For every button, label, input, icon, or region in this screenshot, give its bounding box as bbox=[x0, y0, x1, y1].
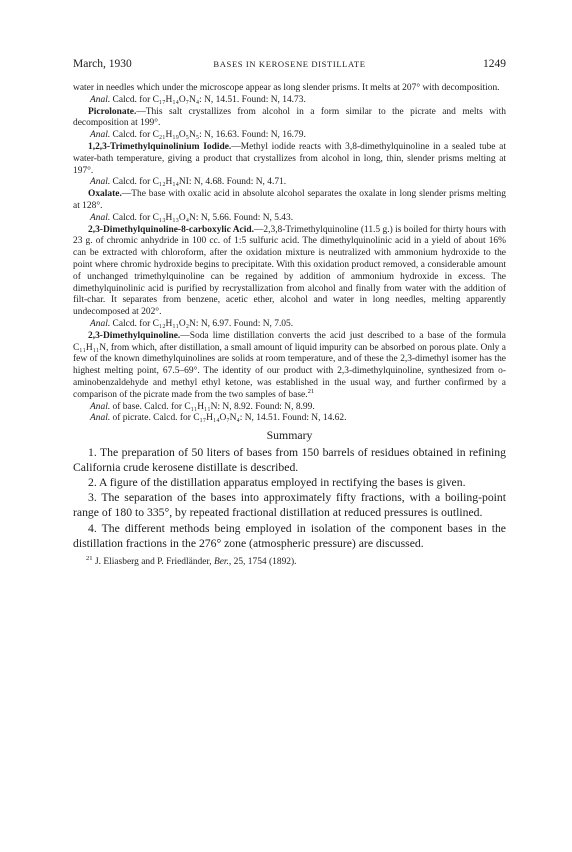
paragraph-carboxylic-acid bbox=[73, 225, 506, 319]
running-header bbox=[73, 58, 506, 74]
summary-list bbox=[73, 445, 506, 551]
analysis-line bbox=[73, 319, 506, 331]
analysis-label: Anal. bbox=[90, 130, 111, 141]
section-heading: 2,3-Dimethylquinoline-8-carboxylic Acid. bbox=[88, 224, 254, 235]
paragraph-text: —This salt crystallizes from alcohol in a form similar to the picrate and melts with decomposition at 199°. bbox=[73, 106, 506, 129]
analysis-label: Anal. bbox=[90, 401, 111, 412]
footnote-marker: 21 bbox=[86, 554, 93, 562]
summary-heading: Summary bbox=[266, 428, 313, 443]
header-title: BASES IN KEROSENE DISTILLATE bbox=[213, 59, 366, 69]
section-heading: 1,2,3-Trimethylquinolinium Iodide. bbox=[88, 141, 232, 152]
summary-item: 1. The preparation of 50 liters of bases from 150 barrels of residues obtained in refining California crude kerosene distillate is described. bbox=[73, 446, 506, 475]
footnote bbox=[73, 556, 506, 568]
analysis-label: Anal. bbox=[90, 94, 111, 105]
analysis-line bbox=[73, 95, 506, 107]
paragraph-text: —2,3,8-Trimethylquinoline (11.5 g.) is boiled for thirty hours with 23 g. of chromic anhydride in 100 cc. of 1:5 sulfuric acid. The dimethylquinolinic acid in a yield of about 16% can be extracted with chloroform, after the oxidation mixture is neutralized with ammonium hydroxide to the point where chromic hydroxide begins to precipitate. With this oxidation product removed, a considerable amount of unchanged trimethylquinoline can be regained by addition of ammonium hydroxide in excess. The dimethylquinolinic acid is purified by recrystallization from alcohol and finally from water with the addition of filt-char. It separates from benzene, acetic ether, alcohol and water in long needles, melting apparently undecomposed at 202°. bbox=[73, 224, 506, 318]
analysis-text: of base. Calcd. for C₁₁H₁₁N: N, 8.92. Found: N, 8.99. bbox=[110, 401, 315, 412]
summary-item: 2. A figure of the distillation apparatus employed in rectifying the bases is given. bbox=[88, 476, 466, 490]
analysis-line bbox=[73, 177, 506, 189]
paragraph-text: —Methyl iodide reacts with 3,8-dimethylquinoline in a sealed tube at water-bath temperature, giving a product that crystallizes from alcohol in long, thin, slender prisms melting at 197°. bbox=[73, 141, 506, 176]
summary-item: 4. The different methods being employed in isolation of the component bases in the distillation fractions in the 276° zone (atmospheric pressure) are discussed. bbox=[73, 521, 506, 550]
body-text bbox=[73, 83, 506, 425]
analysis-text: Calcd. for C₁₇H₁₄O₇N₄: N, 14.51. Found: N, 14.73. bbox=[110, 94, 306, 105]
section-heading: Picrolonate. bbox=[88, 106, 137, 117]
paragraph-text: —The base with oxalic acid in absolute alcohol separates the oxalate in long slender prisms melting at 128°. bbox=[73, 189, 506, 211]
header-date: March, 1930 bbox=[73, 58, 132, 70]
analysis-label: Anal. bbox=[90, 413, 111, 424]
paragraph-picrate-continued: water in needles which under the microscope appear as long slender prisms. It melts at 207° with decomposition. bbox=[73, 83, 500, 93]
analysis-label: Anal. bbox=[90, 212, 111, 223]
section-heading: 2,3-Dimethylquinoline. bbox=[88, 330, 181, 341]
analysis-text: of picrate. Calcd. for C₁₇H₁₄O₇N₄: N, 14.51. Found: N, 14.62. bbox=[110, 413, 347, 424]
summary-item: 3. The separation of the bases into approximately fifty fractions, with a boiling-point range of 180 to 335°, by repeated fractional distillation at reduced pressures is outlined. bbox=[73, 491, 506, 520]
journal-page bbox=[73, 58, 506, 568]
paragraph-picrolonate bbox=[73, 107, 506, 131]
analysis-line bbox=[73, 402, 506, 414]
analysis-label: Anal. bbox=[90, 177, 111, 188]
analysis-label: Anal. bbox=[90, 318, 111, 329]
paragraph-trimethylquinolinium-iodide bbox=[73, 142, 506, 177]
analysis-text: Calcd. for C₁₂H₁₁O₂N: N, 6.97. Found: N, 7.05. bbox=[110, 318, 294, 329]
paragraph-text: —Soda lime distillation converts the acid just described to a base of the formula C₁₁H₁₁N, from which, after distillation, a small amount of liquid impurity can be absorbed on porous plate. Only a few of the known dimethylquinolines are solids at room temperature, and of these the 2,3-dimethyl isomer has the highest melting point, 67.5–69°. The identity of our product with 2,3-dimethylquinoline, synthesized from o-aminobenzaldehyde and methyl ethyl ketone, was established in the usual way, and further confirmed by a comparison of the picrate made from the two samples of base. bbox=[73, 330, 506, 400]
analysis-text: Calcd. for C₁₃H₁₃O₄N: N, 5.66. Found: N, 5.43. bbox=[110, 212, 294, 223]
analysis-line bbox=[73, 213, 506, 225]
footnote-reference: 21 bbox=[307, 387, 315, 395]
analysis-text: Calcd. for C₁₂H₁₄NI: N, 4.68. Found: N, 4.71. bbox=[110, 177, 287, 188]
analysis-line bbox=[73, 130, 506, 142]
footnote-citation: , 25, 1754 (1892). bbox=[228, 556, 297, 567]
footnote-authors: J. Eliasberg and P. Friedländer, bbox=[92, 556, 214, 567]
analysis-text: Calcd. for C₂₁H₁₉O₅N₅: N, 16.63. Found: N, 16.79. bbox=[110, 130, 306, 141]
section-heading: Oxalate. bbox=[88, 189, 122, 200]
page-number: 1249 bbox=[483, 58, 506, 70]
paragraph-dimethylquinoline bbox=[73, 331, 506, 402]
analysis-line bbox=[73, 413, 506, 425]
footnote-journal: Ber. bbox=[213, 556, 229, 567]
paragraph-oxalate bbox=[73, 189, 506, 213]
